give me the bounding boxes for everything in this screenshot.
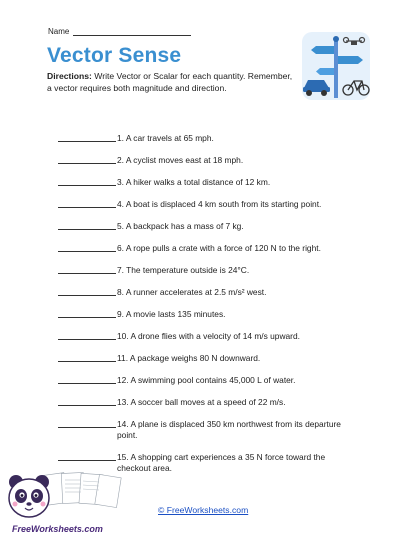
answer-blank[interactable] [58,265,116,274]
directions [47,71,299,94]
brand-text: FreeWorksheets.com [12,524,103,534]
question-text: 10. A drone flies with a velocity of 14 m/s upward. [117,331,300,341]
copyright-link[interactable]: © FreeWorksheets.com [158,505,249,515]
question-text: 5. A backpack has a mass of 7 kg. [117,221,244,231]
answer-blank[interactable] [58,155,116,164]
question-item [58,419,348,441]
question-item [58,177,348,188]
question-item [58,265,348,276]
question-item [58,397,348,408]
signpost-car-bike-drone-icon [296,26,376,106]
answer-blank[interactable] [58,199,116,208]
question-list [58,133,348,474]
question-item [58,287,348,298]
question-text: 12. A swimming pool contains 45,000 L of water. [117,375,296,385]
question-text: 7. The temperature outside is 24°C. [117,265,250,275]
answer-blank[interactable] [58,287,116,296]
answer-blank[interactable] [58,177,116,186]
question-item [58,375,348,386]
answer-blank[interactable] [58,375,116,384]
question-item [58,353,348,364]
question-item [58,221,348,232]
question-text: 14. A plane is displaced 350 km northwest from its departure point. [117,419,341,440]
answer-blank[interactable] [58,331,116,340]
answer-blank[interactable] [58,452,116,461]
answer-blank[interactable] [58,243,116,252]
question-item [58,309,348,320]
question-text: 15. A shopping cart experiences a 35 N force toward the checkout area. [117,452,326,473]
question-text: 8. A runner accelerates at 2.5 m/s² west. [117,287,267,297]
name-label: Name [48,27,70,36]
answer-blank[interactable] [58,397,116,406]
page-title: Vector Sense [47,44,182,67]
name-line[interactable] [73,26,191,36]
answer-blank[interactable] [58,309,116,318]
name-field [48,26,191,36]
question-text: 13. A soccer ball moves at a speed of 22 m/s. [117,397,286,407]
question-item [58,243,348,254]
answer-blank[interactable] [58,353,116,362]
answer-blank[interactable] [58,133,116,142]
question-item [58,199,348,210]
question-text: 2. A cyclist moves east at 18 mph. [117,155,244,165]
question-item [58,155,348,166]
question-text: 3. A hiker walks a total distance of 12 km. [117,177,271,187]
question-text: 4. A boat is displaced 4 km south from its starting point. [117,199,322,209]
question-text: 1. A car travels at 65 mph. [117,133,214,143]
directions-text: Write Vector or Scalar for each quantity. Remember, a vector requires both magnitude and direction. [47,71,293,93]
question-item [58,331,348,342]
question-item [58,133,348,144]
question-text: 11. A package weighs 80 N downward. [117,353,261,363]
answer-blank[interactable] [58,221,116,230]
directions-label: Directions: [47,71,92,81]
question-text: 9. A movie lasts 135 minutes. [117,309,226,319]
answer-blank[interactable] [58,419,116,428]
question-text: 6. A rope pulls a crate with a force of 120 N to the right. [117,243,321,253]
